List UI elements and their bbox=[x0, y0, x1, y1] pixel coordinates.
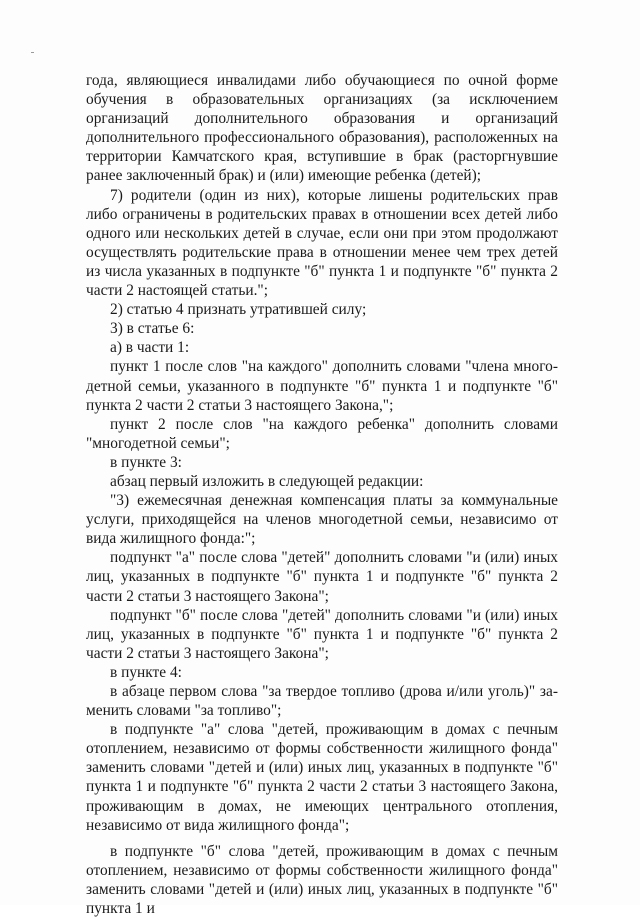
paragraph: в подпункте "б" слова "детей, проживающим в домах с печным отоплением, независимо от формы собственности жилищного фонда" заменить словами "детей и (или) иных лиц, указанных в подпункте "б" пункта 1 и bbox=[86, 842, 558, 918]
paragraph: пункт 1 после слов "на каждого" дополнить словами "члена многодетной семьи, указанного в подпункте "б" пункта 1 и подпункте "б" пункта 2 части 2 статьи 3 настоящего Закона,"; bbox=[86, 358, 558, 414]
paragraph: в подпункте "а" слова "детей, проживающим в домах с печным отоплением, независимо от формы собственности жилищного фонда" заменить словами "детей и (или) иных лиц, указанных в подпункте "б" пункта 1 и подпункте "б" пункта 2 части 2 статьи 3 настоящего Закона, проживающим в домах, не имеющих центрального отопления, независимо от вида жилищного фонда"; bbox=[86, 721, 558, 834]
paragraph: а) в части 1: bbox=[110, 339, 190, 357]
paragraph: пункт 2 после слов "на каждого ребенка" дополнить словами "многодетной семьи"; bbox=[86, 415, 558, 452]
paragraph: абзац первый изложить в следующей редакции: bbox=[110, 472, 424, 490]
paragraph: "3) ежемесячная денежная компенсация платы за коммунальные услуги, приходящейся на членов многодетной семьи, независимо от вида жилищного фонда:"; bbox=[86, 492, 558, 548]
paragraph: 2) статью 4 признать утратившей силу; bbox=[110, 301, 367, 319]
paragraph: подпункт "б" после слова "детей" дополнить словами "и (или) иных лиц, указанных в подпункте "б" пункта 1 и подпункте "б" пункта 2 части 2 статьи 3 настоящего Закона"; bbox=[86, 606, 558, 662]
paragraph: в абзаце первом слова "за твердое топливо (дрова и/или уголь)" заменить словами "за топливо"; bbox=[86, 683, 558, 720]
paragraph: в пункте 3: bbox=[110, 453, 182, 471]
paragraph: в пункте 4: bbox=[110, 663, 182, 681]
document-body bbox=[86, 71, 558, 918]
scan-speck bbox=[31, 52, 34, 53]
paragraph: подпункт "а" после слова "детей" дополнить словами "и (или) иных лиц, указанных в подпункте "б" пункта 1 и подпункте "б" пункта 2 части 2 статьи 3 настоящего Закона"; bbox=[86, 549, 558, 605]
paragraph: года, являющиеся инвалидами либо обучающиеся по очной форме обучения в образовательных организациях (за исключением организаций дополнительного образования и организаций дополнительного профессионального образования), расположенных на территории Камчатского края, вступившие в брак (расторгнувшие ранее заключенный брак) и (или) имеющие ребенка (детей); bbox=[86, 72, 558, 185]
paragraph: 7) родители (один из них), которые лишены родительских прав либо ограничены в родительских правах в отношении всех детей либо одного или нескольких детей в случае, если они при этом продолжают осуществлять родительские права в отношении менее чем трех детей из числа указанных в подпункте "б" пункта 1 и подпункте "б" пункта 2 части 2 настоящей статьи."; bbox=[86, 186, 558, 300]
paragraph: 3) в статье 6: bbox=[110, 320, 195, 338]
